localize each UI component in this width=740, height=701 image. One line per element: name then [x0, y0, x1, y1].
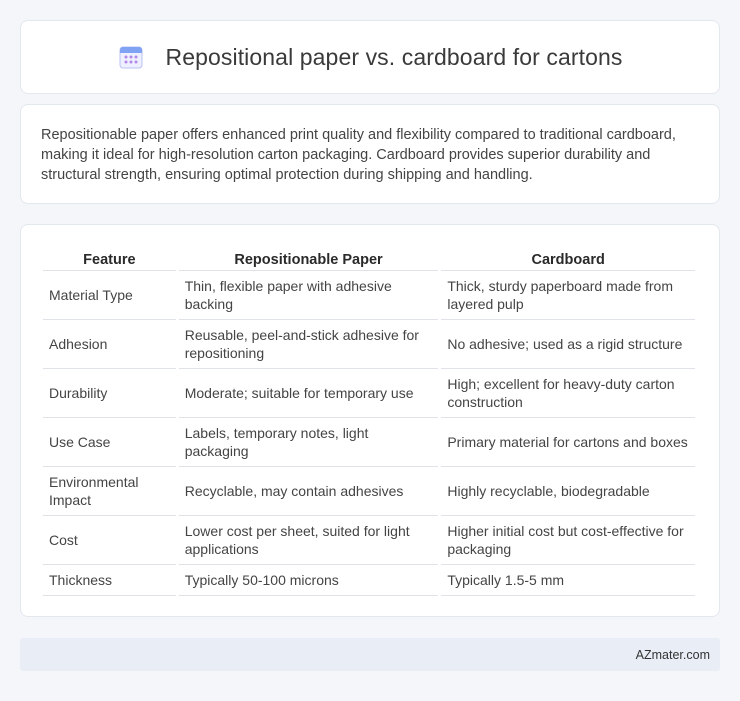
row-feature-cell: Adhesion: [43, 320, 176, 369]
row-paper-cell: Thin, flexible paper with adhesive backing: [179, 271, 439, 320]
table-row: [43, 565, 695, 596]
summary-card: [20, 104, 720, 204]
row-paper-cell: Moderate; suitable for temporary use: [179, 369, 439, 418]
footer-bar: [20, 638, 720, 671]
row-cardboard-cell: Thick, sturdy paperboard made from layered pulp: [441, 271, 695, 320]
column-header-feature: Feature: [43, 245, 176, 271]
table-row: [43, 320, 695, 369]
row-feature-cell: Cost: [43, 516, 176, 565]
row-cardboard-cell: Primary material for cartons and boxes: [441, 418, 695, 467]
row-cardboard-cell: Higher initial cost but cost-effective for packaging: [441, 516, 695, 565]
table-row: [43, 418, 695, 467]
table-row: [43, 467, 695, 516]
comparison-table: [40, 245, 698, 596]
summary-text: Repositionable paper offers enhanced print quality and flexibility compared to traditional cardboard, making it ideal for high-resolution carton packaging. Cardboard provides superior durability and structural strength, ensuring optimal protection during shipping and handling.: [41, 127, 676, 183]
column-header-cardboard: Cardboard: [441, 245, 695, 271]
row-cardboard-cell: High; excellent for heavy-duty carton construction: [441, 369, 695, 418]
row-paper-cell: Labels, temporary notes, light packaging: [179, 418, 439, 467]
column-header-repositionable-paper: Repositionable Paper: [179, 245, 439, 271]
row-feature-cell: Material Type: [43, 271, 176, 320]
table-header-row: [43, 245, 695, 271]
row-paper-cell: Typically 50-100 microns: [179, 565, 439, 596]
row-feature-cell: Thickness: [43, 565, 176, 596]
row-paper-cell: Lower cost per sheet, suited for light applications: [179, 516, 439, 565]
comparison-table-card: [20, 224, 720, 617]
row-paper-cell: Recyclable, may contain adhesives: [179, 467, 439, 516]
row-cardboard-cell: Highly recyclable, biodegradable: [441, 467, 695, 516]
row-feature-cell: Use Case: [43, 418, 176, 467]
table-row: [43, 369, 695, 418]
row-feature-cell: Durability: [43, 369, 176, 418]
header-card: [20, 20, 720, 94]
row-paper-cell: Reusable, peel-and-stick adhesive for repositioning: [179, 320, 439, 369]
table-row: [43, 271, 695, 320]
footer-brand[interactable]: AZmater.com: [635, 647, 710, 662]
row-feature-cell: Environmental Impact: [43, 467, 176, 516]
table-row: [43, 516, 695, 565]
calendar-icon: [118, 44, 144, 70]
row-cardboard-cell: No adhesive; used as a rigid structure: [441, 320, 695, 369]
row-cardboard-cell: Typically 1.5-5 mm: [441, 565, 695, 596]
page-title: Repositional paper vs. cardboard for cartons: [165, 43, 623, 70]
